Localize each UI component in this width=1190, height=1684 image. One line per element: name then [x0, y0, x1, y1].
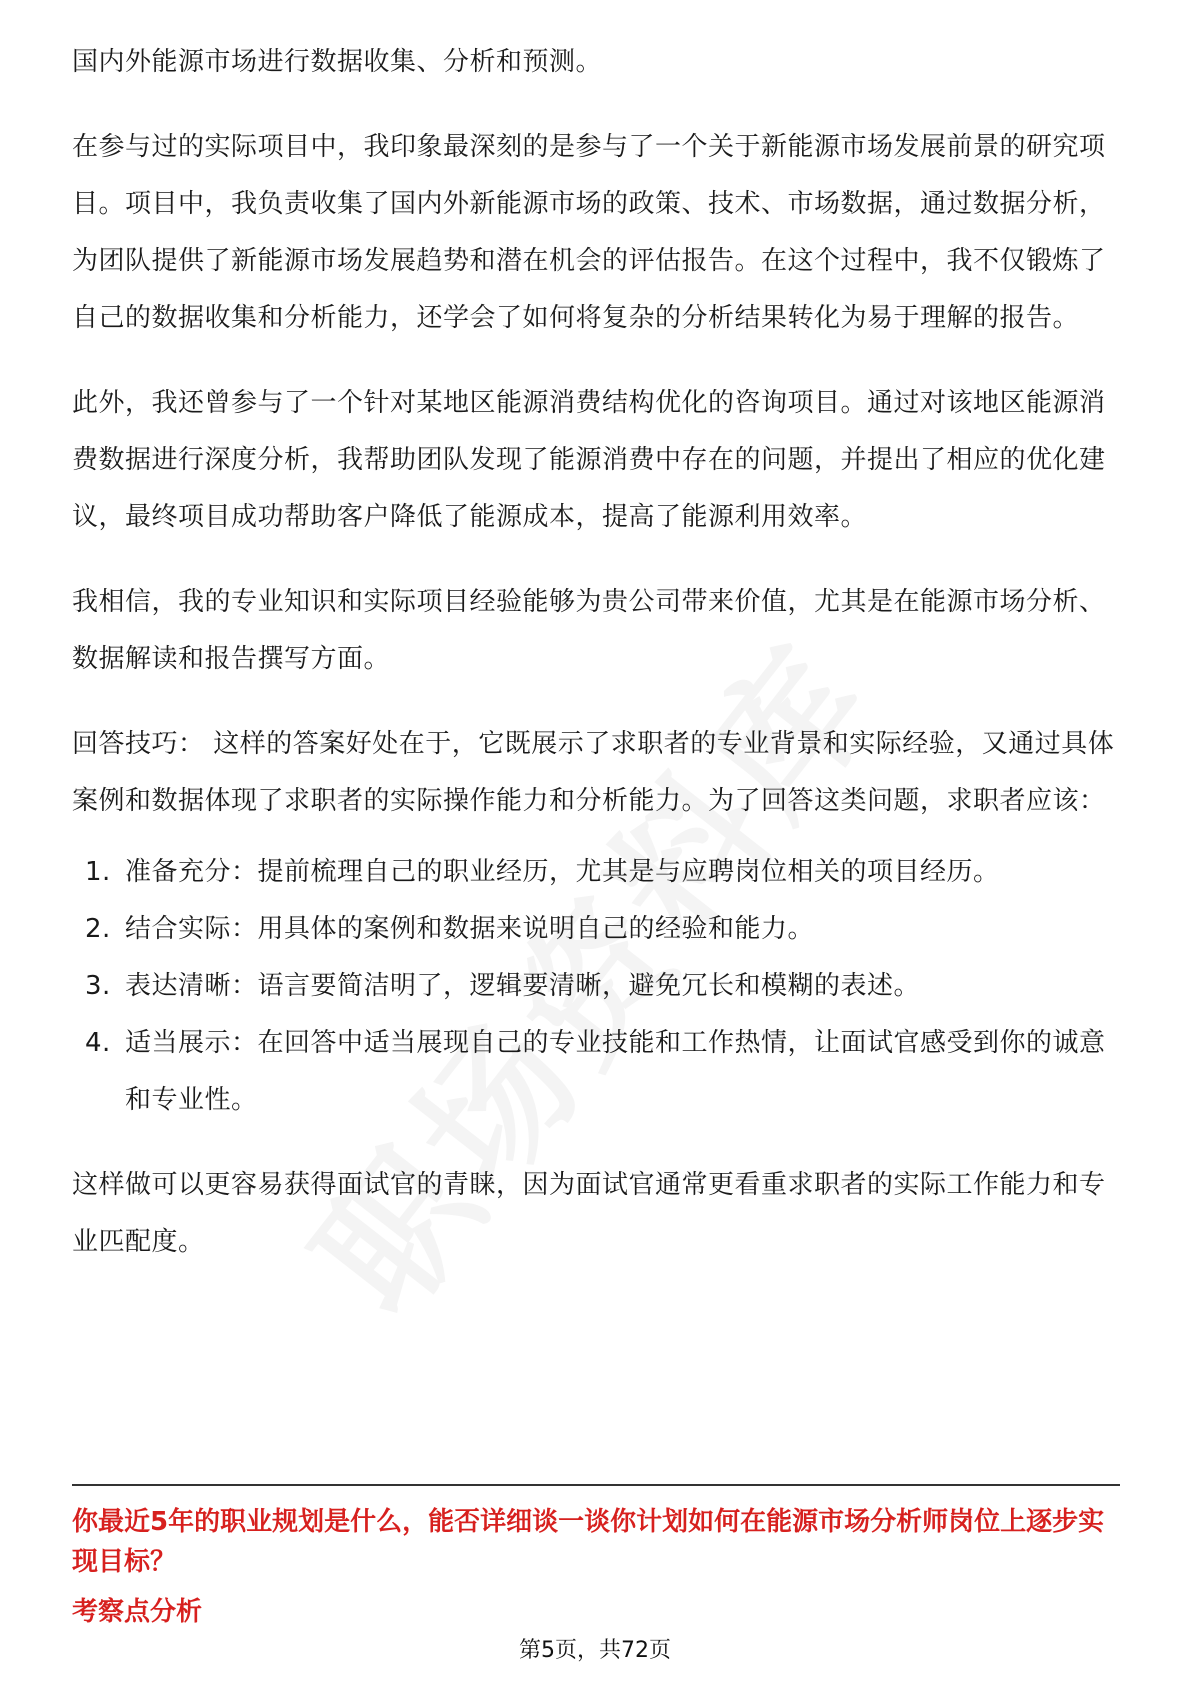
list-number: 1. [85, 857, 111, 887]
list-item [72, 1015, 1120, 1129]
paragraph: 国内外能源市场进行数据收集、分析和预测。 [72, 47, 603, 77]
paragraph: 在参与过的实际项目中，我印象最深刻的是参与了一个关于新能源市场发展前景的研究项目。项目中，我负责收集了国内外新能源市场的政策、技术、市场数据，通过数据分析，为团队提供了新能源市场发展趋势和潜在机会的评估报告。在这个过程中，我不仅锻炼了自己的数据收集和分析能力，还学会了如何将复杂的分析结果转化为易于理解的报告。 [72, 132, 1106, 333]
tips-list [72, 844, 1120, 1129]
list-item-text: 表达清晰：语言要简洁明了，逻辑要清晰，避免冗长和模糊的表述。 [125, 971, 921, 1001]
list-item [72, 901, 1120, 958]
page-number: 第5页，共72页 [519, 1638, 671, 1663]
paragraph: 这样做可以更容易获得面试官的青睐，因为面试官通常更看重求职者的实际工作能力和专业匹配度。 [72, 1170, 1106, 1257]
list-number: 2. [85, 914, 111, 944]
list-item-text: 适当展示：在回答中适当展现自己的专业技能和工作热情，让面试官感受到你的诚意和专业性。 [125, 1028, 1106, 1115]
list-number: 3. [85, 971, 111, 1001]
list-item-text: 准备充分：提前梳理自己的职业经历，尤其是与应聘岗位相关的项目经历。 [125, 857, 1000, 887]
list-item [72, 844, 1120, 901]
paragraph: 我相信，我的专业知识和实际项目经验能够为贵公司带来价值，尤其是在能源市场分析、数据解读和报告撰写方面。 [72, 587, 1106, 674]
list-item [72, 958, 1120, 1015]
interview-question: 你最近5年的职业规划是什么，能否详细谈一谈你计划如何在能源市场分析师岗位上逐步实现目标？ [72, 1507, 1105, 1577]
answer-tips-intro: 回答技巧： 这样的答案好处在于，它既展示了求职者的专业背景和实际经验，又通过具体案例和数据体现了求职者的实际操作能力和分析能力。为了回答这类问题，求职者应该： [72, 729, 1115, 816]
section-divider [72, 1484, 1120, 1486]
paragraph: 此外，我还曾参与了一个针对某地区能源消费结构优化的咨询项目。通过对该地区能源消费数据进行深度分析，我帮助团队发现了能源消费中存在的问题，并提出了相应的优化建议，最终项目成功帮助客户降低了能源成本，提高了能源利用效率。 [72, 388, 1106, 532]
list-number: 4. [85, 1028, 111, 1058]
section-heading: 考察点分析 [72, 1597, 203, 1627]
body-text [72, 34, 1120, 1271]
list-item-text: 结合实际：用具体的案例和数据来说明自己的经验和能力。 [125, 914, 815, 944]
